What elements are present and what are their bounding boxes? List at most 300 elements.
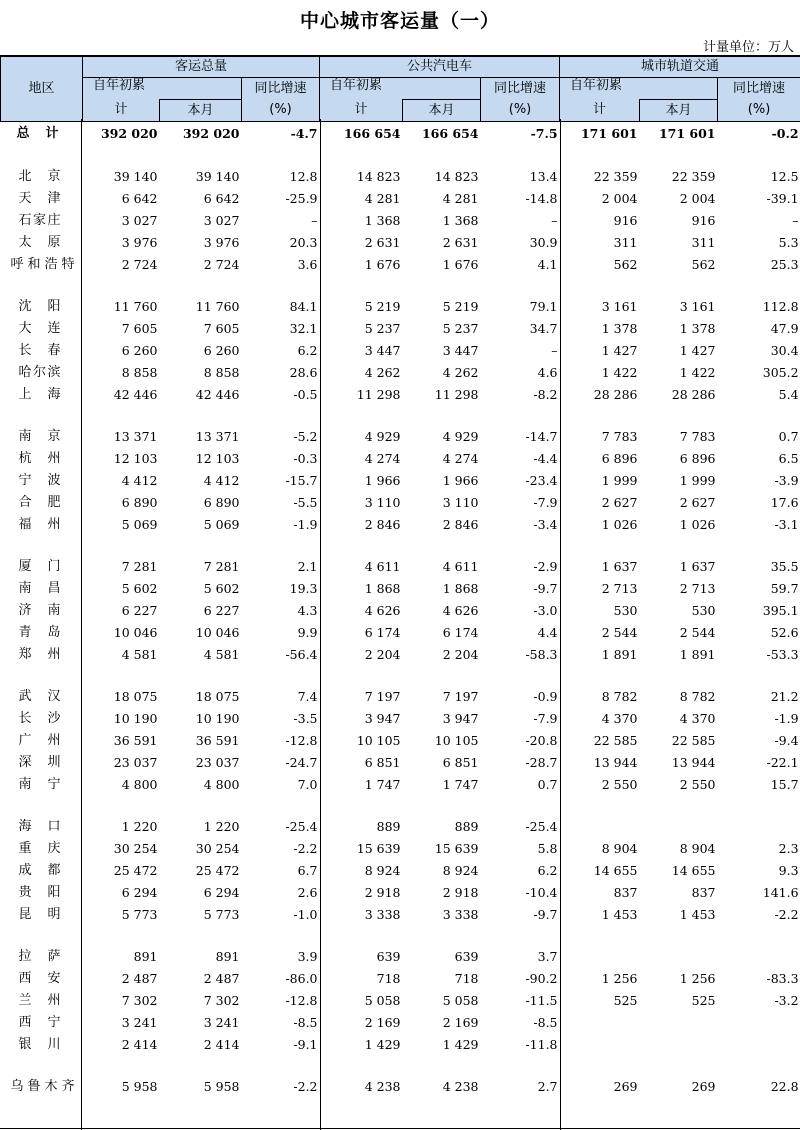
spacer-cell (1, 666, 800, 686)
cell: 6.5 (778, 451, 799, 466)
cell: 6 174 (364, 625, 401, 640)
cell: 7 197 (364, 689, 401, 704)
table-row (1, 318, 800, 340)
cell: 7 281 (121, 559, 158, 574)
cell: 395.1 (762, 603, 799, 618)
region-name: 拉萨 (18, 949, 61, 964)
cell: 141.6 (762, 885, 799, 900)
cell: 1 966 (364, 473, 401, 488)
cell: -3.9 (774, 473, 799, 488)
cell: 28 286 (671, 387, 716, 402)
cell: -9.7 (533, 907, 558, 922)
cell: 311 (613, 235, 638, 250)
cell: 392 020 (100, 126, 158, 141)
cell: 13.4 (529, 169, 558, 184)
region-name: 北京 (18, 169, 61, 184)
cell (560, 946, 640, 968)
cell: -25.4 (525, 819, 558, 834)
header-ytd-bus-2: 计 (320, 100, 403, 122)
region-name: 石家庄 (18, 213, 61, 228)
cell: 4 626 (442, 603, 479, 618)
cell: 6 896 (601, 451, 638, 466)
cell: 171 601 (580, 126, 638, 141)
cell: 25.3 (770, 257, 799, 272)
cell: 1 891 (679, 647, 716, 662)
cell: 718 (376, 971, 401, 986)
cell: 6.2 (537, 863, 558, 878)
cell: 2 918 (364, 885, 401, 900)
group-spacer (1, 146, 800, 166)
table-row (1, 470, 800, 492)
region-name: 成都 (18, 863, 61, 878)
cell: -3.1 (774, 517, 799, 532)
cell: 7.0 (297, 777, 318, 792)
cell: -23.4 (525, 473, 558, 488)
cell: 4.4 (537, 625, 558, 640)
cell: 269 (691, 1079, 716, 1094)
table-row (1, 232, 800, 254)
cell: -11.8 (525, 1037, 558, 1052)
cell: 5 237 (442, 321, 479, 336)
cell: 5 069 (203, 517, 240, 532)
cell: 4 274 (442, 451, 479, 466)
cell: -22.1 (766, 755, 799, 770)
cell: 6 294 (203, 885, 240, 900)
cell: 2 414 (203, 1037, 240, 1052)
cell: 3 447 (442, 343, 479, 358)
region-name: 西安 (18, 971, 61, 986)
region-name: 呼和浩特 (10, 257, 75, 272)
cell: 2.7 (537, 1079, 558, 1094)
spacer-cell (1, 1056, 800, 1076)
cell: 6 851 (442, 755, 479, 770)
cell: 718 (454, 971, 479, 986)
region-name: 贵阳 (18, 885, 61, 900)
cell: 6 642 (203, 191, 240, 206)
cell: -2.2 (293, 841, 318, 856)
cell: 1 637 (679, 559, 716, 574)
cell: -12.8 (285, 993, 318, 1008)
cell: 36 591 (195, 733, 240, 748)
cell: 84.1 (289, 299, 318, 314)
table-row (1, 1076, 800, 1098)
cell: 25 472 (113, 863, 158, 878)
cell: 6 260 (121, 343, 158, 358)
cell: 1 427 (601, 343, 638, 358)
cell (560, 1012, 640, 1034)
cell: -7.5 (530, 126, 558, 141)
cell: -4.4 (533, 451, 558, 466)
region-name: 大连 (18, 321, 61, 336)
cell: 10 046 (113, 625, 158, 640)
table-body (1, 122, 800, 1099)
cell: 6 227 (121, 603, 158, 618)
cell: 5 773 (203, 907, 240, 922)
cell: -0.2 (771, 126, 799, 141)
cell: 52.6 (770, 625, 799, 640)
cell: 2 724 (121, 257, 158, 272)
cell: -83.3 (766, 971, 799, 986)
cell: 3 976 (121, 235, 158, 250)
cell: 2 487 (121, 971, 158, 986)
cell: 1 220 (203, 819, 240, 834)
cell: -8.5 (293, 1015, 318, 1030)
page-title: 中心城市客运量（一） (299, 10, 500, 32)
cell: 3 338 (442, 907, 479, 922)
cell: 3 976 (203, 235, 240, 250)
cell: -0.5 (293, 387, 318, 402)
region-name: 宁波 (18, 473, 61, 488)
region-name: 沈阳 (18, 299, 61, 314)
cell: 10 190 (195, 711, 240, 726)
region-name: 深圳 (18, 755, 61, 770)
header-pct-rail: (%) (718, 100, 800, 122)
header-group-total: 客运总量 (83, 57, 320, 78)
group-spacer (1, 276, 800, 296)
cell: 21.2 (770, 689, 799, 704)
cell: 15.7 (770, 777, 799, 792)
header-month-rail: 本月 (640, 100, 718, 122)
table-row (1, 210, 800, 232)
cell: 10 105 (356, 733, 401, 748)
region-name: 杭州 (18, 451, 61, 466)
cell: 1 220 (121, 819, 158, 834)
cell: 4 238 (364, 1079, 401, 1094)
cell: 7 302 (203, 993, 240, 1008)
cell: -8.5 (533, 1015, 558, 1030)
cell: 1 676 (442, 257, 479, 272)
cell: 5 058 (364, 993, 401, 1008)
cell: -9.1 (293, 1037, 318, 1052)
cell: 1 999 (601, 473, 638, 488)
cell: 1 378 (601, 321, 638, 336)
cell: 1 747 (442, 777, 479, 792)
cell: 3 947 (442, 711, 479, 726)
cell: 47.9 (770, 321, 799, 336)
table-row (1, 752, 800, 774)
cell: -56.4 (285, 647, 318, 662)
cell: 4 581 (121, 647, 158, 662)
cell: 30 254 (195, 841, 240, 856)
group-spacer (1, 926, 800, 946)
cell: 1 747 (364, 777, 401, 792)
table-row (1, 578, 800, 600)
cell (640, 816, 718, 838)
cell: 1 422 (601, 365, 638, 380)
cell: 562 (691, 257, 716, 272)
cell: 8 858 (203, 365, 240, 380)
cell: 2.3 (778, 841, 799, 856)
cell: 2 550 (601, 777, 638, 792)
cell: 14 655 (593, 863, 638, 878)
cell: -1.9 (293, 517, 318, 532)
cell: 18 075 (195, 689, 240, 704)
cell: 10 105 (434, 733, 479, 748)
cell: -1.0 (293, 907, 318, 922)
cell: 2 724 (203, 257, 240, 272)
cell: 6 896 (679, 451, 716, 466)
table-row (1, 556, 800, 578)
table-row (1, 514, 800, 536)
cell: 39 140 (195, 169, 240, 184)
cell: 2 846 (442, 517, 479, 532)
cell: – (311, 213, 318, 228)
spacer-cell (1, 276, 800, 296)
cell: -5.5 (293, 495, 318, 510)
cell: 7 783 (679, 429, 716, 444)
cell: 3 241 (121, 1015, 158, 1030)
cell: 14 823 (434, 169, 479, 184)
cell: -24.7 (285, 755, 318, 770)
cell: 6 642 (121, 191, 158, 206)
cell: 59.7 (770, 581, 799, 596)
cell: 3 027 (121, 213, 158, 228)
table-row (1, 838, 800, 860)
cell: 4 626 (364, 603, 401, 618)
table-row (1, 990, 800, 1012)
table-row (1, 492, 800, 514)
cell: 2.1 (297, 559, 318, 574)
cell: 8 904 (679, 841, 716, 856)
region-name: 乌鲁木齐 (10, 1079, 75, 1094)
table-row (1, 188, 800, 210)
region-name: 长春 (18, 343, 61, 358)
header-ytd-bus: 自年初累 (320, 78, 481, 100)
cell: 11 760 (195, 299, 240, 314)
cell: -58.3 (525, 647, 558, 662)
cell: 837 (613, 885, 638, 900)
cell: 30.4 (770, 343, 799, 358)
cell: -12.8 (285, 733, 318, 748)
region-name: 兰州 (18, 993, 61, 1008)
cell (640, 1012, 718, 1034)
cell: -10.4 (525, 885, 558, 900)
cell: 171 601 (658, 126, 716, 141)
cell: 889 (454, 819, 479, 834)
cell: 166 654 (421, 126, 479, 141)
cell: -0.3 (293, 451, 318, 466)
cell: 3 110 (364, 495, 401, 510)
header-month-bus: 本月 (403, 100, 481, 122)
cell: 8 904 (601, 841, 638, 856)
cell: 9.9 (297, 625, 318, 640)
cell: 12.5 (770, 169, 799, 184)
region-name: 武汉 (18, 689, 61, 704)
spacer-cell (1, 146, 800, 166)
region-name: 海口 (18, 819, 61, 834)
cell: 7 302 (121, 993, 158, 1008)
bottom-rule (0, 1128, 800, 1129)
cell: 639 (454, 949, 479, 964)
cell: 2 846 (364, 517, 401, 532)
cell: 4 238 (442, 1079, 479, 1094)
header-ytd-rail: 自年初累 (560, 78, 718, 100)
cell (560, 1034, 640, 1056)
cell: 4.1 (537, 257, 558, 272)
cell: 4 611 (364, 559, 401, 574)
cell: 2 414 (121, 1037, 158, 1052)
region-name: 长沙 (18, 711, 61, 726)
cell: 4 611 (442, 559, 479, 574)
cell: 12 103 (195, 451, 240, 466)
cell: 6 294 (121, 885, 158, 900)
cell: 12.8 (289, 169, 318, 184)
group-spacer (1, 536, 800, 556)
table-row (1, 946, 800, 968)
cell: 7 281 (203, 559, 240, 574)
cell: 2 204 (442, 647, 479, 662)
cell: 4.3 (297, 603, 318, 618)
cell: 14 655 (671, 863, 716, 878)
cell: -53.3 (766, 647, 799, 662)
header-growth-total: 同比增速 (242, 78, 320, 100)
cell: -3.4 (533, 517, 558, 532)
spacer-cell (1, 796, 800, 816)
cell: 6 260 (203, 343, 240, 358)
header-ytd-total-2: 计 (83, 100, 160, 122)
cell: -39.1 (766, 191, 799, 206)
cell: 7.4 (297, 689, 318, 704)
cell: 1 026 (679, 517, 716, 532)
cell: -7.9 (533, 495, 558, 510)
region-name: 广州 (18, 733, 61, 748)
table-row (1, 904, 800, 926)
cell: 525 (691, 993, 716, 1008)
cell: – (551, 343, 558, 358)
table-row (1, 362, 800, 384)
cell: -3.5 (293, 711, 318, 726)
cell: 3 161 (679, 299, 716, 314)
header-region: 地区 (1, 57, 83, 122)
cell: 22.8 (770, 1079, 799, 1094)
cell: 13 944 (593, 755, 638, 770)
cell: 23 037 (195, 755, 240, 770)
column-divider (81, 119, 82, 1130)
cell: 2.6 (297, 885, 318, 900)
header-month-total: 本月 (160, 100, 242, 122)
unit-label: 计量单位：万人 (702, 40, 794, 55)
table-row (1, 448, 800, 470)
region-name: 银川 (18, 1037, 61, 1052)
region-name: 哈尔滨 (18, 365, 61, 380)
table-row (1, 686, 800, 708)
cell: 15 639 (356, 841, 401, 856)
cell: 4 274 (364, 451, 401, 466)
cell: 3 947 (364, 711, 401, 726)
cell: 79.1 (529, 299, 558, 314)
cell: 39 140 (113, 169, 158, 184)
cell: 28.6 (289, 365, 318, 380)
cell: 916 (613, 213, 638, 228)
cell: 5 237 (364, 321, 401, 336)
cell: 1 368 (442, 213, 479, 228)
cell: 28 286 (593, 387, 638, 402)
header-pct-total: (%) (242, 100, 320, 122)
region-name: 南宁 (18, 777, 61, 792)
cell: 3.9 (297, 949, 318, 964)
cell: 5 069 (121, 517, 158, 532)
cell: 5 058 (442, 993, 479, 1008)
cell: 1 422 (679, 365, 716, 380)
cell: 2 627 (601, 495, 638, 510)
table-row (1, 340, 800, 362)
cell: 5 219 (364, 299, 401, 314)
cell: -14.8 (525, 191, 558, 206)
column-divider (320, 119, 321, 1130)
region-name: 郑州 (18, 647, 61, 662)
cell: 891 (133, 949, 158, 964)
cell: 30 254 (113, 841, 158, 856)
cell: -28.7 (525, 755, 558, 770)
cell: 8 858 (121, 365, 158, 380)
cell: 23 037 (113, 755, 158, 770)
cell: 4.6 (537, 365, 558, 380)
cell: 35.5 (770, 559, 799, 574)
group-spacer (1, 666, 800, 686)
cell: 15 639 (434, 841, 479, 856)
cell: 14 823 (356, 169, 401, 184)
cell: 9.3 (778, 863, 799, 878)
cell: 1 676 (364, 257, 401, 272)
cell: 5 958 (121, 1079, 158, 1094)
cell: 8 782 (679, 689, 716, 704)
cell: -86.0 (285, 971, 318, 986)
cell: 17.6 (770, 495, 799, 510)
cell: 889 (376, 819, 401, 834)
region-name: 上海 (18, 387, 61, 402)
cell: 916 (691, 213, 716, 228)
group-spacer (1, 796, 800, 816)
cell: 22 359 (671, 169, 716, 184)
cell: 8 924 (364, 863, 401, 878)
cell: -14.7 (525, 429, 558, 444)
cell: 10 046 (195, 625, 240, 640)
cell: 1 637 (601, 559, 638, 574)
cell: 2 169 (364, 1015, 401, 1030)
header-pct-bus: (%) (481, 100, 560, 122)
cell: -3.2 (774, 993, 799, 1008)
cell: 30.9 (529, 235, 558, 250)
table-row (1, 1034, 800, 1056)
cell: 5.8 (537, 841, 558, 856)
table-row (1, 708, 800, 730)
table-row (1, 166, 800, 188)
cell: 3 338 (364, 907, 401, 922)
cell: 639 (376, 949, 401, 964)
region-name: 天津 (18, 191, 61, 206)
header-group-rail: 城市轨道交通 (560, 57, 800, 78)
cell: 311 (691, 235, 716, 250)
cell: 269 (613, 1079, 638, 1094)
cell: -7.9 (533, 711, 558, 726)
table-row (1, 426, 800, 448)
cell: 3 110 (442, 495, 479, 510)
cell: 2 544 (601, 625, 638, 640)
cell: -4.7 (290, 126, 318, 141)
cell: 10 190 (113, 711, 158, 726)
cell: -5.2 (293, 429, 318, 444)
cell: 1 868 (442, 581, 479, 596)
cell: 4 281 (442, 191, 479, 206)
cell: -25.9 (285, 191, 318, 206)
cell: 4 281 (364, 191, 401, 206)
cell: 19.3 (289, 581, 318, 596)
region-name: 厦门 (18, 559, 61, 574)
table-row (1, 882, 800, 904)
cell: 1 453 (679, 907, 716, 922)
cell: 2 627 (679, 495, 716, 510)
cell: -2.9 (533, 559, 558, 574)
